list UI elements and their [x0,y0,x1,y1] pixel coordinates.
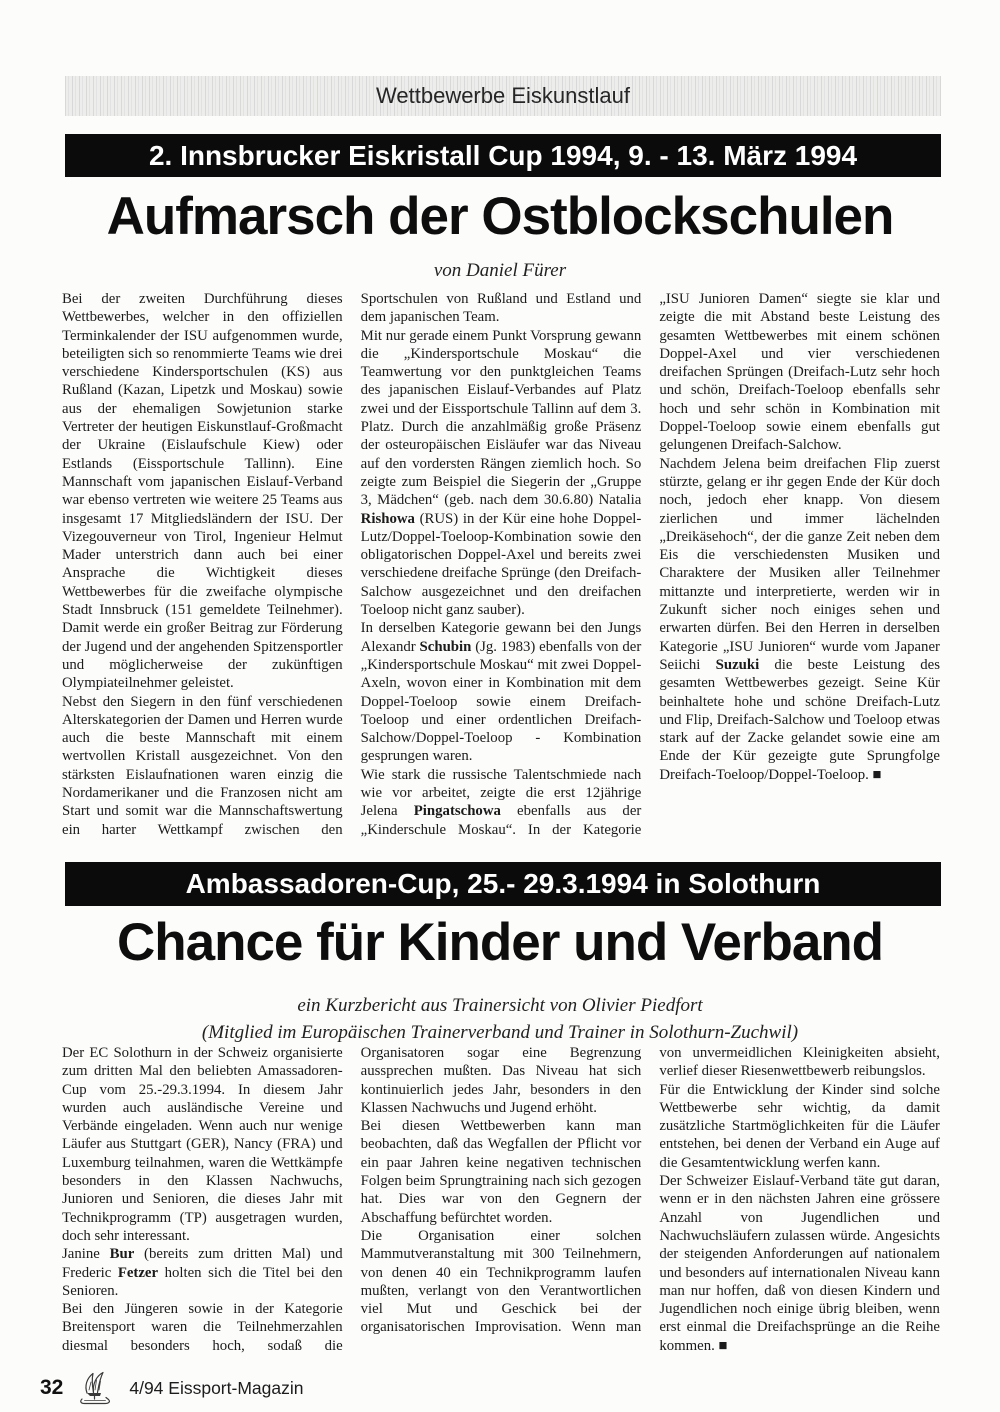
section-title: Wettbewerbe Eiskunstlauf [376,83,630,108]
article1-body: Bei der zweiten Durchführung dieses Wettbewerbes, welcher in den offiziellen Terminkalender der ISU aufgenommen wurde, beteiligten sich so renommierte Teams wie drei verschiedene Kindersportschulen (KS) aus Rußland (Kazan, Lipetzk und Moskau) sowie aus der ehemaligen Sowjetunion starke Vertreter der heutigen Eiskunstlauf-Großmacht der Ukraine (Eislaufschule Kiew) oder Estlands (Eissportschule Tallinn). Eine Mannschaft vom japanischen Eislauf-Verband war ebenso vertreten wie weitere 25 Teams aus insgesamt 17 Mitgliedsländern der ISU. Der Vizegouverneur von Tirol, Ingenieur Helmut Mader unterstrich dann auch bei einer Ansprache die Wichtigkeit dieses Wettbewerbes für die zweifache olympische Stadt Innsbruck (151 gemeldete Teilnehmer). Damit werde ein großer Beitrag zur Förderung der Jugend und der angehenden Spitzensportler und möglicherweise der zukünftigen Olympiateilnehmer geleistet. Nebst den Siegern in den fünf verschiedenen Alterskategorien der Damen und Herren wurde auch die beste Mannschaft mit einem wertvollen Kristall ausgezeichnet. Von den stärksten Eislaufnationen waren einzig die Nordamerikaner und die Franzosen nicht am Start und somit war die Mannschaftswertung ein harter Wettkampf zwischen den Sportschulen von Rußland und Estland und dem japanischen Team. Mit nur gerade einem Punkt Vorsprung gewann die „Kindersportschule Moskau“ die Teamwertung vor den punktgleichen Teams des japanischen Eislauf-Verbandes auf Platz zwei und der Eissportschule Tallinn auf dem 3. Platz. Durch die anzahlmäßig große Präsenz der osteuropäischen Eisläufer war das Niveau auf den vordersten Rängen ziemlich hoch. So zeigte zum Beispiel die Siegerin der „Gruppe 3, Mädchen“ (geb. nach dem 30.6.80) Natalia Rishowa (RUS) in der Kür eine hohe Doppel-Lutz/Doppel-Toeloop-Kombination sowie den obligatorischen Doppel-Axel und bereits zwei verschiedene dreifache Sprünge (den Dreifach-Salchow ausgezeichnet und den dreifachen Toeloop nicht ganz sauber). In derselben Kategorie gewann bei den Jungs Alexandr Schubin (Jg. 1983) ebenfalls von der „Kindersportschule Moskau“ mit zwei Doppel-Axeln, wovon einer in Kombination mit dem Doppel-Toeloop sowie einem Dreifach-Toeloop und einer ordentlichen Dreifach-Salchow/Doppel-Toeloop - Kombination gesprungen waren. Wie stark die russische Talentschmiede nach wie vor arbeitet, zeigte die erst 12jährige Jelena Pingatschowa ebenfalls aus der „Kinderschule Moskau“. In der Kategorie „ISU Junioren Damen“ siegte sie klar und zeigte die mit Abstand beste Leistung des gesamten Wettbewerbes mit einem schönen Doppel-Axel und vier verschiedenen dreifachen Sprüngen (Dreifach-Lutz sehr hoch und schön, Dreifach-Toeloop ebenfalls sehr hoch und sehr schön in Kombination mit Doppel-Toeloop sowie einem ebenfalls gut gelungenen Dreifach-Salchow. Nachdem Jelena beim dreifachen Flip zuerst stürzte, gelang er ihr gegen Ende der Kür doch noch, jedoch eher knapp. Von diesem zierlichen und immer lächelnden „Dreikäsehoch“, der die ganze Zeit neben dem Eis die verschiedensten Musiken und Charaktere der Musiken aller Teilnehmer mittanzte und interpretierte, werden wir in Zukunft sicher noch einiges sehen und erwarten dürfen. Bei den Herren in derselben Kategorie „ISU Junioren“ wurde vom Japaner Seiichi Suzuki die beste Leistung des gesamten Wettbewerbes gezeigt. Seine Kür beinhaltete hohe und schöne Dreifach-Lutz und Flip, Dreifach-Salchow und Toeloop etwas stark auf der Zacke gelandet sowie eine am Ende der Kür gezeigte gute Sprungfolge Dreifach-Toeloop/Doppel-Toeloop. ■ [62,291,940,838]
article1-byline: von Daniel Fürer [433,260,567,281]
article2-banner [65,862,941,906]
issue-label: 4/94 Eissport-Magazin [129,1377,304,1398]
article2-body: Der EC Solothurn in der Schweiz organisierte zum dritten Mal den beliebten Amassadoren-Cup vom 25.-29.3.1994. In diesem Jahr wurden auch ausländische Vereine und Verbände eingeladen. Wenn auch nur wenige Läufer aus Stuttgart (GER), Nancy (FRA) und Luxemburg teilnahmen, waren die Wettkämpfe besonders in den Klassen Nachwuchs, Junioren und Senioren, die dieses Jahr mit Technikprogramm (TP) ausgetragen wurden, doch sehr interessant. Janine Bur (bereits zum dritten Mal) und Frederic Fetzer holten sich die Titel bei den Senioren. Bei den Jüngeren sowie in der Kategorie Breitensport waren die Teilnehmerzahlen diesmal besonders hoch, sodaß die Organisatoren sogar eine Begrenzung aussprechen mußten. Das Niveau hat sich kontinuierlich jedes Jahr, besonders in den Klassen Nachwuchs und Jugend erhöht. Bei diesen Wettbewerben kann man beobachten, daß das Wegfallen der Pflicht vor ein paar Jahren keine negativen technischen Folgen beim Sprungtraining nach sich gezogen hat. Dies war von den Gegnern der Abschaffung befürchtet worden. Die Organisation einer solchen Mammutveranstaltung mit 300 Teilnehmern, von denen 40 ein Technikprogramm laufen mußten, verlangt von den Verantwortlichen viel Mut und Geschick bei der organisatorischen Improvisation. Wenn man von unvermeidlichen Kleinigkeiten absieht, verlief dieser Riesenwettbewerb reibungslos. Für die Entwicklung der Kinder sind solche Wettbewerbe sehr wichtig, da damit zusätzliche Startmöglichkeiten für die Läufer entstehen, bei denen der Verband ein Auge auf die Gesamtentwicklung werfen kann. Der Schweizer Eislauf-Verband täte gut daran, wenn er in den nächsten Jahren eine grössere Anzahl von Jugendlichen und Nachwuchsläufern zulassen würde. Angesichts der steigenden Anforderungen auf nationalem und besonders auf internationalen Niveau kann man nur hoffen, daß von diesen Kindern und Jugendlichen noch einige übrig bleiben, wenn erst einmal die Dreifachsprünge an die Reihe kommen. ■ [62,1045,940,1354]
article1-headline: Aufmarsch der Ostblockschulen [106,187,894,246]
article2-banner-text: Ambassadoren-Cup, 25.- 29.3.1994 in Solothurn [185,868,821,899]
article2-byline-line1: ein Kurzbericht aus Trainersicht von Olivier Piedfort [297,995,703,1016]
section-header-bar [65,76,941,116]
page-footer [40,1368,303,1408]
article2-headline: Chance für Kinder und Verband [116,913,884,972]
article2-byline-line2: (Mitglied im Europäischen Trainerverband und Trainer in Solothurn-Zuchwil) [201,1022,799,1043]
article1-banner [65,134,941,177]
page-number: 32 [40,1376,64,1399]
article2-byline [0,992,1000,1046]
article1-banner-text: 2. Innsbrucker Eiskristall Cup 1994, 9. - 13. März 1994 [148,139,858,171]
winged-skate-logo-icon [76,1370,116,1406]
